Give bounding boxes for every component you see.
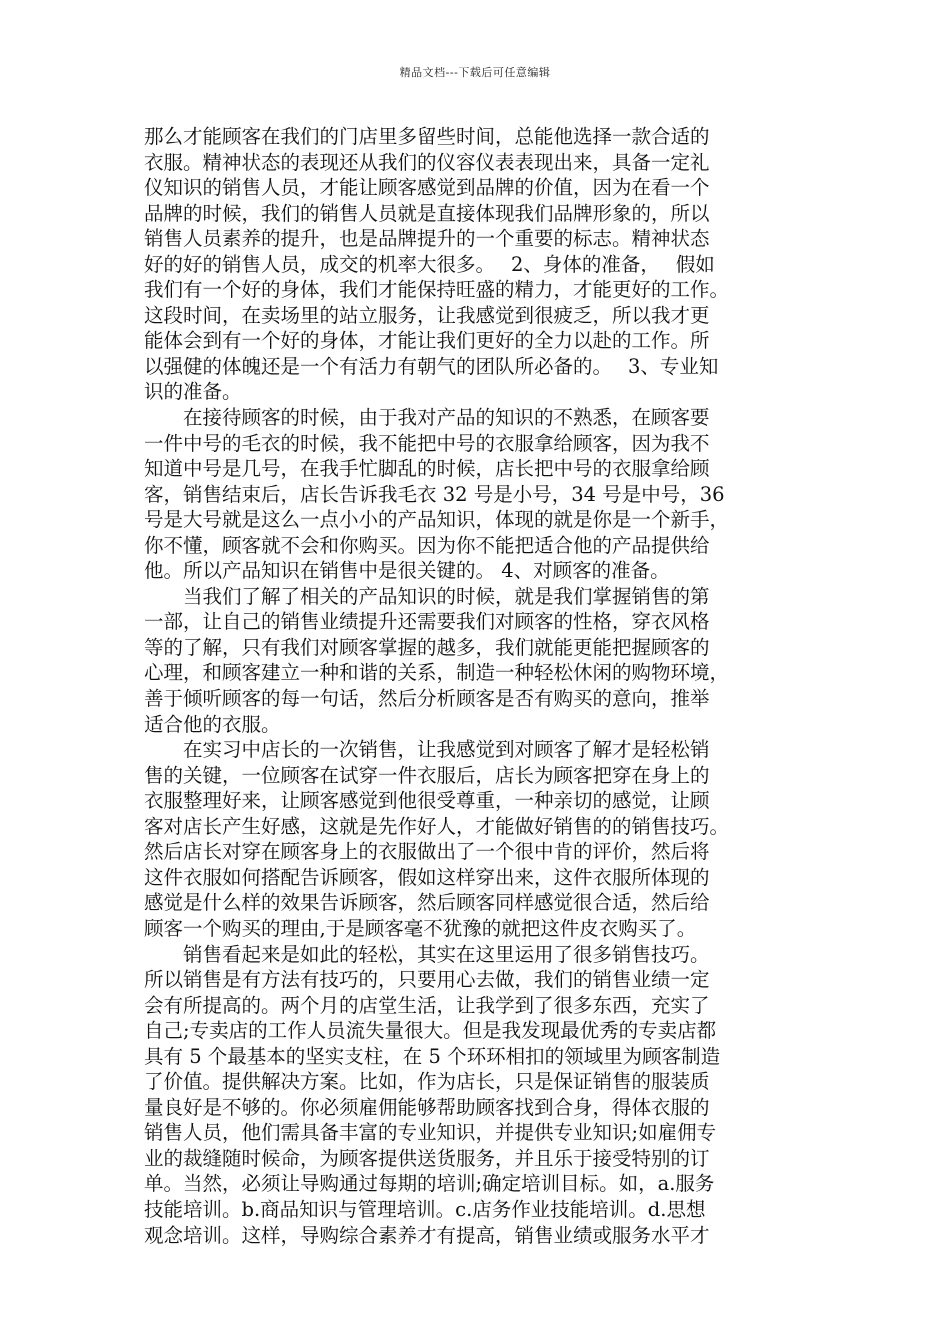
text-line: 当我们了解了相关的产品知识的时候，就是我们掌握销售的第: [144, 584, 710, 608]
text-line: 号是大号就是这么一点小小的产品知识，体现的就是你是一个新手，: [144, 508, 730, 532]
text-line: 了价值。提供解决方案。比如，作为店长，只是保证销售的服装质: [144, 1070, 710, 1094]
text-line: 感觉是什么样的效果告诉顾客，然后顾客同样感觉很合适，然后给: [144, 891, 710, 915]
text-line: 心理，和顾客建立一种和谐的关系，制造一种轻松休闲的购物环境，: [144, 661, 730, 685]
text-line: 适合他的衣服。: [144, 712, 281, 736]
text-line: 售的关键，一位顾客在试穿一件衣服后，店长为顾客把穿在身上的: [144, 763, 710, 787]
text-line: 他。所以产品知识在销售中是很关键的。 4、对顾客的准备。: [144, 559, 670, 583]
text-line: 仪知识的销售人员，才能让顾客感觉到品牌的价值，因为在看一个: [144, 176, 710, 200]
text-line: 识的准备。: [144, 380, 242, 404]
text-line: 具有 5 个最基本的坚实支柱，在 5 个环环相扣的领域里为顾客制造: [144, 1044, 721, 1068]
text-line: 自己;专卖店的工作人员流失量很大。但是我发现最优秀的专卖店都: [144, 1019, 717, 1043]
text-line: 单。当然，必须让导购通过每期的培训;确定培训目标。如，a.服务: [144, 1172, 715, 1196]
text-line: 我们有一个好的身体，我们才能保持旺盛的精力，才能更好的工作。: [144, 278, 730, 302]
text-line: 你不懂，顾客就不会和你购买。因为你不能把适合他的产品提供给: [144, 533, 710, 557]
text-line: 在实习中店长的一次销售，让我感觉到对顾客了解才是轻松销: [144, 738, 710, 762]
text-line: 量良好是不够的。你必须雇佣能够帮助顾客找到合身，得体衣服的: [144, 1095, 710, 1119]
text-line: 客对店长产生好感，这就是先作好人，才能做好销售的的销售技巧。: [144, 814, 730, 838]
text-line: 销售人员素养的提升，也是品牌提升的一个重要的标志。精神状态: [144, 227, 710, 251]
text-line: 品牌的时候，我们的销售人员就是直接体现我们品牌形象的，所以: [144, 201, 710, 225]
text-line: 业的裁缝随时候命，为顾客提供送货服务，并且乐于接受特别的订: [144, 1146, 710, 1170]
text-line: 所以销售是有方法有技巧的，只要用心去做，我们的销售业绩一定: [144, 968, 710, 992]
text-line: 好的好的销售人员，成交的机率大很多。 2、身体的准备， 假如: [144, 252, 715, 276]
text-line: 然后店长对穿在顾客身上的衣服做出了一个很中肯的评价，然后将: [144, 840, 710, 864]
text-line: 销售人员，他们需具备丰富的专业知识，并提供专业知识;如雇佣专: [144, 1121, 717, 1145]
text-line: 那么才能顾客在我们的门店里多留些时间，总能他选择一款合适的: [144, 125, 710, 148]
text-line: 善于倾听顾客的每一句话，然后分析顾客是否有购买的意向，推举: [144, 687, 710, 711]
text-line: 在接待顾客的时候，由于我对产品的知识的不熟悉，在顾客要: [144, 406, 710, 430]
text-line: 一部，让自己的销售业绩提升还需要我们对顾客的性格，穿衣风格: [144, 610, 710, 634]
text-line: 会有所提高的。两个月的店堂生活，让我学到了很多东西，充实了: [144, 993, 710, 1017]
text-line: 衣服。精神状态的表现还从我们的仪容仪表表现出来，具备一定礼: [144, 150, 710, 174]
text-line: 技能培训。b.商品知识与管理培训。c.店务作业技能培训。d.思想: [144, 1197, 706, 1221]
text-line: 衣服整理好来，让顾客感觉到他很受尊重，一种亲切的感觉，让顾: [144, 789, 710, 813]
document-body: [144, 124, 830, 1248]
text-line: 以强健的体魄还是一个有活力有朝气的团队所必备的。 3、专业知: [144, 354, 719, 378]
text-line: 客，销售结束后，店长告诉我毛衣 32 号是小号，34 号是中号，36: [144, 482, 725, 506]
text-line: 观念培训。这样，导购综合素养才有提高，销售业绩或服务水平才: [144, 1223, 710, 1247]
text-line: 等的了解，只有我们对顾客掌握的越多，我们就能更能把握顾客的: [144, 635, 710, 659]
text-line: 销售看起来是如此的轻松，其实在这里运用了很多销售技巧。: [144, 942, 710, 966]
text-line: 知道中号是几号，在我手忙脚乱的时候，店长把中号的衣服拿给顾: [144, 457, 710, 481]
text-line: 这件衣服如何搭配告诉顾客，假如这样穿出来，这件衣服所体现的: [144, 865, 710, 889]
text-line: 一件中号的毛衣的时候，我不能把中号的衣服拿给顾客，因为我不: [144, 431, 710, 455]
text-line: 这段时间，在卖场里的站立服务，让我感觉到很疲乏，所以我才更: [144, 303, 710, 327]
text-line: 顾客一个购买的理由,于是顾客毫不犹豫的就把这件皮衣购买了。: [144, 916, 697, 940]
page-header: 精品文档---下载后可任意编辑: [399, 66, 551, 79]
text-line: 能体会到有一个好的身体，才能让我们更好的全力以赴的工作。所: [144, 329, 710, 353]
